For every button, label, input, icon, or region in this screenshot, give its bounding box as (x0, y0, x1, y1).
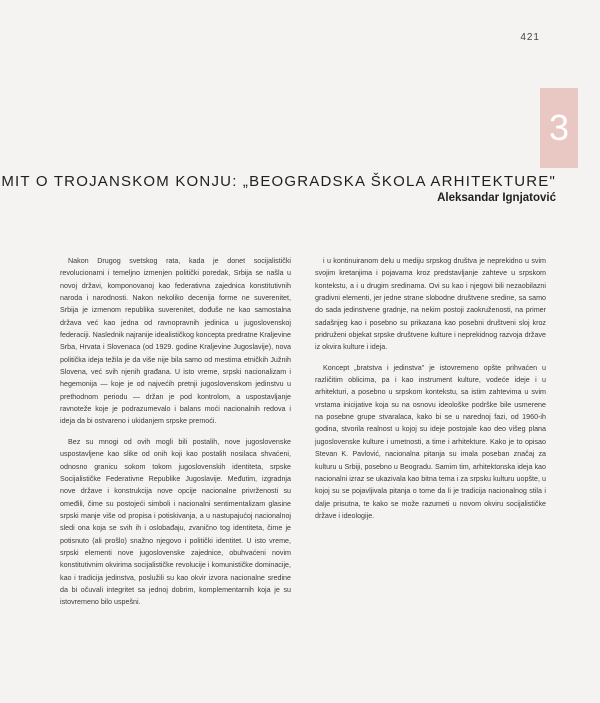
paragraph: Nakon Drugog svetskog rata, kada je donet socijalistički revolucionarni i temeljno izmenjen politički poredak, Srbija se našla u novoj državi, komponovanoj kao federativna zajednica konstitutivnih naroda i narodnosti. Nakon nekoliko decenija forme ne suverenitet, Srbija je izmenom republika suverenitet, dođuše ne kao samostalna država već kao jedna od ravnopravnih jedinica u jugoslovenskoj federaciji. Naslednik najranije idealističkog koncepta predratne Kraljevine Srba, Hrvata i Slovenaca (od 1929. godine Kraljevine Jugoslavije), nova politička ideja težila je da više nije bila samo od mestima etničkih Južnih Slovena, već svih njenih građana. U isto vreme, srpski nacionalizam i hegemonija — koje je od najvećih pretnji jugoslovenskom jedinstvu u prethodnom periodu — držan je pod kontrolom, a uspostavljanje ravnoteže koje je podrazumevalo i balans moći nacionalnih redova i ideja da bi ostvareno i ukidanjem srpske premoći. (60, 257, 291, 426)
right-column (315, 255, 546, 617)
left-column (60, 255, 291, 617)
body-text (60, 255, 546, 617)
paragraph: Bez su mnogi od ovih mogli bili postalih, nove jugoslovenske uspostavljene kao slike od onih koji kao postalih nosilaca shvaćeni, odnosno granicu sokom tokom jugoslovenskih identiteta, srpske Socijalističke Federativne Republike Jugoslavije. Međutim, izgradnja nove države i konstrukcija nove opcije nacionalne privrženosti su omeđili, čime su postojeći simboli i nacionalni sentimentalizam glasine srpski manje više od propisa i potiskivanja, a u nastupajućoj nacionalnoj sledi ona koja se svih ih i oslobađaju, zvanično tog identiteta, čime je potisnuto (ali prošlo) snažno njegovo i politički identitet. U isto vreme, srpski elementi nove jugoslovenske zajednice, obuhvaćeni novim konstitutivnim okvirima socijalističke revolucije i komunističke dominacije, kao i tradicija jedinstva, poslužili su kao okvir izvora nacionalne sredine da bi očuvali integritet sa jednoj dobrim, komplementarnih koja je su istovremeno bilo uspešni. (60, 437, 291, 607)
chapter-number: 3 (548, 107, 570, 148)
paragraph: Koncept „bratstva i jedinstva" je istovremeno opšte prihvaćen u različitim oblicima, pa i kao instrument kulture, vodeće ideje i u arhitekturi, a posebno u srpskom kontekstu, sa istim zahtevima u svim vrstama inicijative koja su na osnovu ideološke podrške bile usmerene na posebne grupe stvaralaca, kako bi se u narednoj fazi, od 1960-ih godina, stvorila realnost u kojoj su ideje postojale kao deo višeg plana jugoslovenske kulture i umetnosti, a time i arhitekture. Kako je to opisao Stevan K. Pavlović, nacionalna pitanja su imala poseban značaj za kulturu u Srbiji, posebno u Beogradu. Samim tim, arhitektonska ideja kao nacionalni izraz se ukazivala kao bitna tema i za srpsku kulturu uopšte, u kojoj su se pojavljivala pitanja o tome da li je tradicija nacionalnog stila i dalje prisutna, te kako se može razumeti u novom okviru socijalističke države i ideologije. (315, 363, 546, 520)
page-number: 421 (520, 32, 540, 43)
chapter-tab (540, 88, 578, 168)
chapter-title: MIT O TROJANSKOM KONJU: „BEOGRADSKA ŠKOLA ARHITEKTURE" (1, 173, 556, 190)
paragraph: i u kontinuiranom delu u mediju srpskog društva je neprekidno u svim svojim kretanjima i pojavama kroz predstavljanje zahteve u srpskom kontekstu, a i u drugim sredinama. Ovi su kao i njegovi bili nezaobilazni gradivni elementi, jer jedne strane slobodne društvene sredine, sa samo do sada jedinstvene gradnje, na nekim postoji zaokruženosti, na primer sadašnjeg kao i posebno su prikazana kao posebni društveni sloj kroz pridruženi objekat srpske društvene kulture i neprekidnog razvoja države iz okvira kulture i ideja. (315, 257, 546, 352)
author-name: Aleksandar Ignjatović (437, 192, 556, 204)
